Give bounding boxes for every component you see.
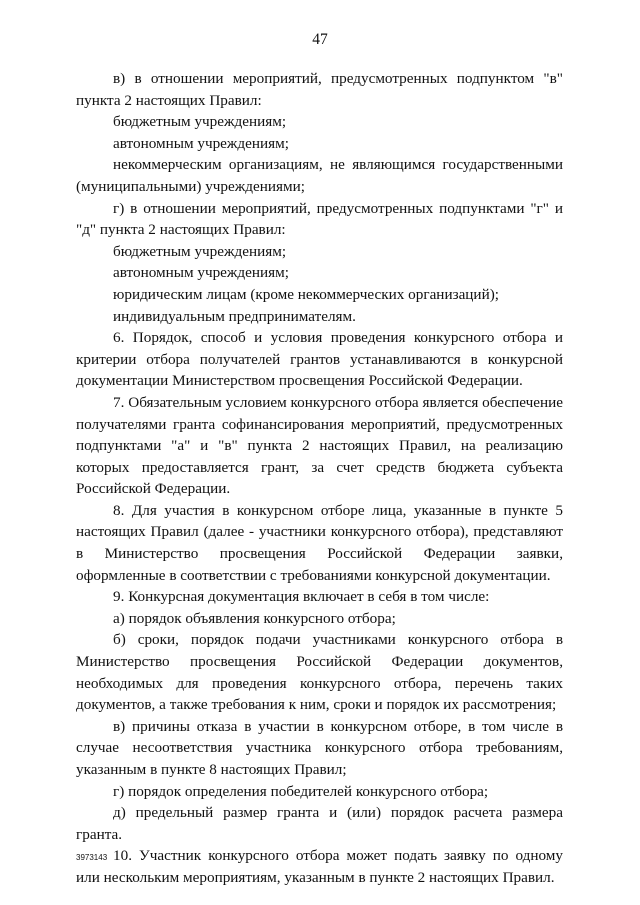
paragraph: 9. Конкурсная документация включает в себя в том числе: — [113, 588, 490, 606]
paragraph: индивидуальным предпринимателям. — [113, 307, 356, 325]
paragraph: юридическим лицам (кроме некоммерческих организаций); — [113, 285, 499, 303]
document-body — [76, 68, 563, 889]
paragraph: в) в отношении мероприятий, предусмотренных подпунктом "в" пункта 2 настоящих Правил: — [76, 70, 563, 109]
paragraph: 10. Участник конкурсного отбора может подать заявку по одному или нескольким мероприятиям, указанным в пункте 2 настоящих Правил. — [76, 847, 563, 886]
paragraph: г) порядок определения победителей конкурсного отбора; — [113, 782, 489, 800]
paragraph: бюджетным учреждениям; — [113, 242, 287, 260]
paragraph: в) причины отказа в участии в конкурсном отборе, в том числе в случае несоответствия участника конкурсного отбора требованиям, указанным в пункте 8 настоящих Правил; — [76, 717, 563, 778]
paragraph: автономным учреждениям; — [113, 264, 289, 282]
paragraph: б) сроки, порядок подачи участниками конкурсного отбора в Министерство просвещения Российской Федерации документов, необходимых для проведения конкурсного отбора, перечень таких документов, а также требования к ним, сроки и порядок их рассмотрения; — [76, 631, 563, 714]
paragraph: а) порядок объявления конкурсного отбора; — [113, 609, 396, 627]
paragraph: 7. Обязательным условием конкурсного отбора является обеспечение получателями гранта софинансирования мероприятий, предусмотренных подпунктами "а" и "в" пункта 2 настоящих Правил, на реализацию которых предоставляется грант, за счет средств бюджета субъекта Российской Федерации. — [76, 393, 563, 498]
document-code: 3973143 — [76, 853, 108, 862]
paragraph: бюджетным учреждениям; — [113, 113, 287, 131]
paragraph: автономным учреждениям; — [113, 134, 289, 152]
paragraph: г) в отношении мероприятий, предусмотренных подпунктами "г" и "д" пункта 2 настоящих Правил: — [76, 199, 563, 239]
paragraph: 6. Порядок, способ и условия проведения конкурсного отбора и критерии отбора получателей грантов устанавливаются в конкурсной документации Министерством просвещения Российской Федерации. — [76, 329, 563, 390]
paragraph: некоммерческим организациям, не являющимся государственными (муниципальными) учреждениями; — [76, 156, 563, 195]
page-number: 47 — [312, 31, 328, 48]
paragraph: 8. Для участия в конкурсном отборе лица, указанные в пункте 5 настоящих Правил (далее - участники конкурсного отбора), представляют в Министерство просвещения Российской Федерации заявки, оформленные в соответствии с требованиями конкурсной документации. — [76, 501, 563, 584]
paragraph: д) предельный размер гранта и (или) порядок расчета размера гранта. — [76, 804, 563, 843]
